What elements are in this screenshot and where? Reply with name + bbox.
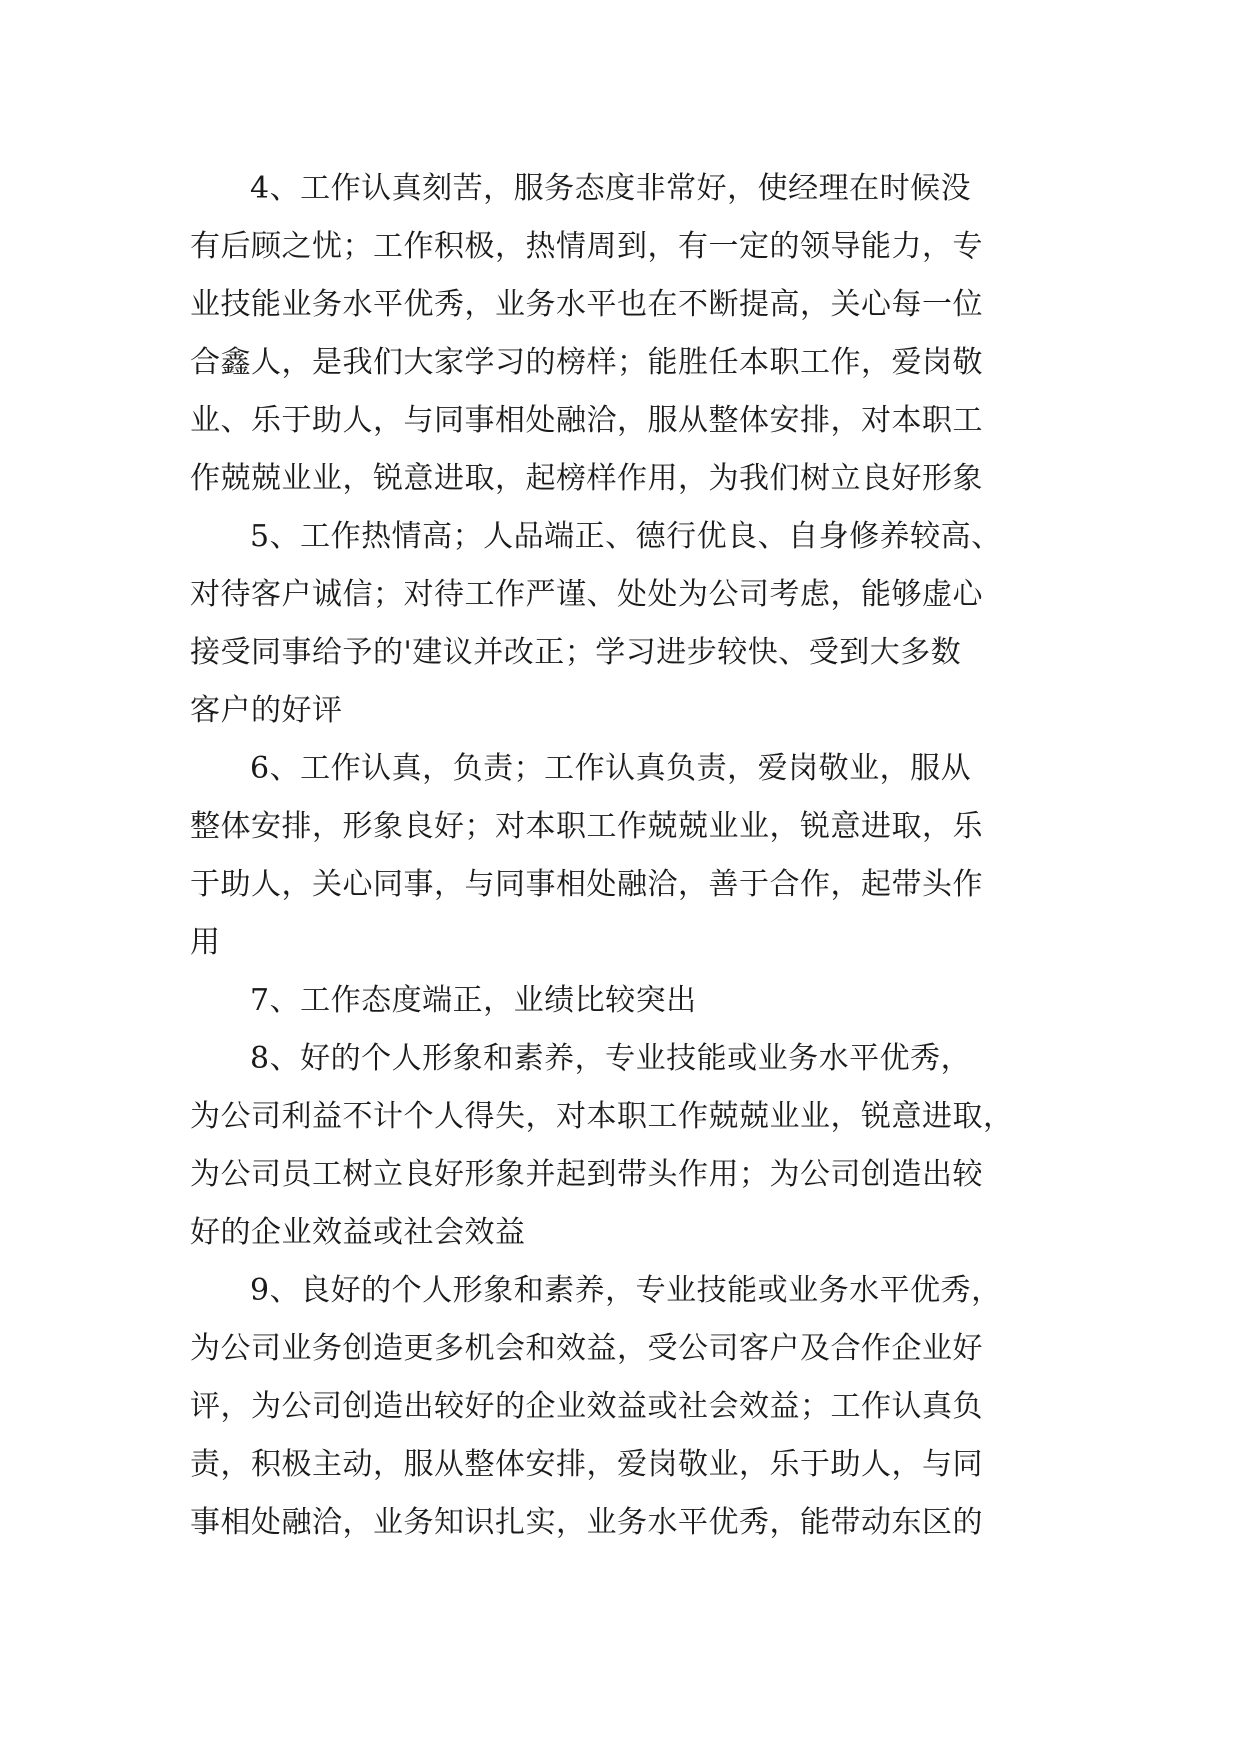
paragraph-4-line-1: 4、工作认真刻苦，服务态度非常好，使经理在时候没 — [250, 171, 972, 206]
paragraph-6-line-4: 用 — [190, 925, 221, 960]
paragraph-9-line-4: 责，积极主动，服从整体安排，爱岗敬业，乐于助人，与同 — [190, 1447, 983, 1482]
paragraph-9-line-1: 9、良好的个人形象和素养，专业技能或业务水平优秀， — [250, 1273, 1002, 1308]
paragraph-9-line-3: 评，为公司创造出较好的企业效益或社会效益；工作认真负 — [190, 1389, 983, 1424]
paragraph-6-line-2: 整体安排，形象良好；对本职工作兢兢业业，锐意进取，乐 — [190, 809, 983, 844]
paragraph-9-line-2: 为公司业务创造更多机会和效益，受公司客户及合作企业好 — [190, 1331, 983, 1366]
paragraph-4-line-5: 业、乐于助人，与同事相处融洽，服从整体安排，对本职工 — [190, 403, 983, 438]
paragraph-6-line-3: 于助人，关心同事，与同事相处融洽，善于合作，起带头作 — [190, 867, 983, 902]
paragraph-8-line-2: 为公司利益不计个人得失，对本职工作兢兢业业，锐意进取， — [190, 1099, 1014, 1134]
paragraph-4-line-2: 有后顾之忧；工作积极，热情周到，有一定的领导能力，专 — [190, 229, 983, 264]
paragraph-8-line-4: 好的企业效益或社会效益 — [190, 1215, 526, 1250]
paragraph-4-line-4: 合鑫人，是我们大家学习的榜样；能胜任本职工作，爱岗敬 — [190, 345, 983, 380]
paragraph-5-line-1: 5、工作热情高；人品端正、德行优良、自身修养较高、 — [250, 519, 1002, 554]
paragraph-7-line-1: 7、工作态度端正，业绩比较突出 — [250, 983, 697, 1018]
paragraph-5-line-3: 接受同事给予的'建议并改正；学习进步较快、受到大多数 — [190, 635, 962, 670]
paragraph-9-line-5: 事相处融洽，业务知识扎实，业务水平优秀，能带动东区的 — [190, 1505, 983, 1540]
paragraph-5-line-2: 对待客户诚信；对待工作严谨、处处为公司考虑，能够虚心 — [190, 577, 983, 612]
paragraph-6-line-1: 6、工作认真，负责；工作认真负责，爱岗敬业，服从 — [250, 751, 972, 786]
paragraph-4-line-3: 业技能业务水平优秀，业务水平也在不断提高，关心每一位 — [190, 287, 983, 322]
paragraph-5-line-4: 客户的好评 — [190, 693, 343, 728]
paragraph-8-line-1: 8、好的个人形象和素养，专业技能或业务水平优秀， — [250, 1041, 972, 1076]
document-body — [190, 160, 1050, 1552]
paragraph-4-line-6: 作兢兢业业，锐意进取，起榜样作用，为我们树立良好形象 — [190, 461, 983, 496]
paragraph-8-line-3: 为公司员工树立良好形象并起到带头作用；为公司创造出较 — [190, 1157, 983, 1192]
